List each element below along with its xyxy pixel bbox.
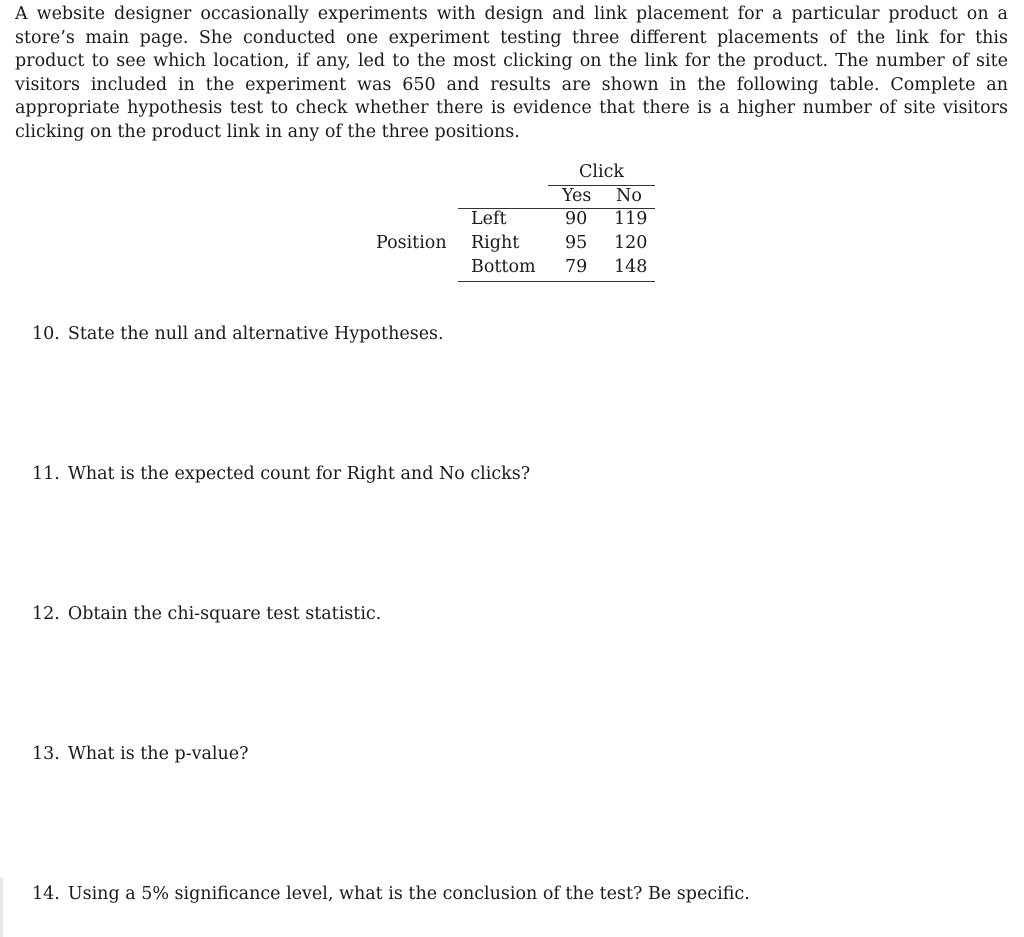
- question-number: 10.: [32, 324, 60, 344]
- question-12: [32, 604, 381, 624]
- question-text: What is the p-value?: [67, 744, 249, 764]
- question-text: What is the expected count for Right and No clicks?: [67, 464, 531, 484]
- cell-left-yes: 90: [565, 209, 588, 229]
- row-label-right: Right: [471, 233, 520, 253]
- column-header-yes: Yes: [562, 186, 592, 206]
- column-group-header: Click: [579, 162, 624, 182]
- question-number: 13.: [32, 744, 60, 764]
- question-number: 11.: [32, 464, 60, 484]
- question-14: [32, 884, 750, 904]
- contingency-table: [370, 160, 670, 285]
- question-text: State the null and alternative Hypotheses.: [67, 324, 444, 344]
- cell-right-no: 120: [614, 233, 648, 253]
- column-header-no: No: [616, 186, 642, 206]
- problem-statement: A website designer occasionally experiments with design and link placement for a particular product on a store’s main page. She conducted one experiment testing three different placements of the link for this product to see which location, if any, led to the most clicking on the link for the product. The number of site visitors included in the experiment was 650 and results are shown in the following table. Complete an appropriate hypothesis test to check whether there is evidence that there is a higher number of site visitors clicking on the product link in any of the three positions.: [15, 4, 1008, 142]
- row-group-label: Position: [376, 233, 447, 253]
- row-label-left: Left: [471, 209, 507, 229]
- question-13: [32, 744, 249, 764]
- cell-bottom-no: 148: [614, 257, 648, 277]
- cell-right-yes: 95: [565, 233, 588, 253]
- question-11: [32, 464, 530, 484]
- bottom-rule: [458, 281, 655, 282]
- question-text: Using a 5% significance level, what is the conclusion of the test? Be specific.: [67, 884, 750, 904]
- row-label-bottom: Bottom: [471, 257, 536, 277]
- cell-bottom-yes: 79: [565, 257, 588, 277]
- page-edge-shadow: [0, 878, 3, 937]
- cell-left-no: 119: [614, 209, 648, 229]
- question-text: Obtain the chi-square test statistic.: [67, 604, 382, 624]
- question-number: 14.: [32, 884, 60, 904]
- question-number: 12.: [32, 604, 60, 624]
- question-10: [32, 324, 444, 344]
